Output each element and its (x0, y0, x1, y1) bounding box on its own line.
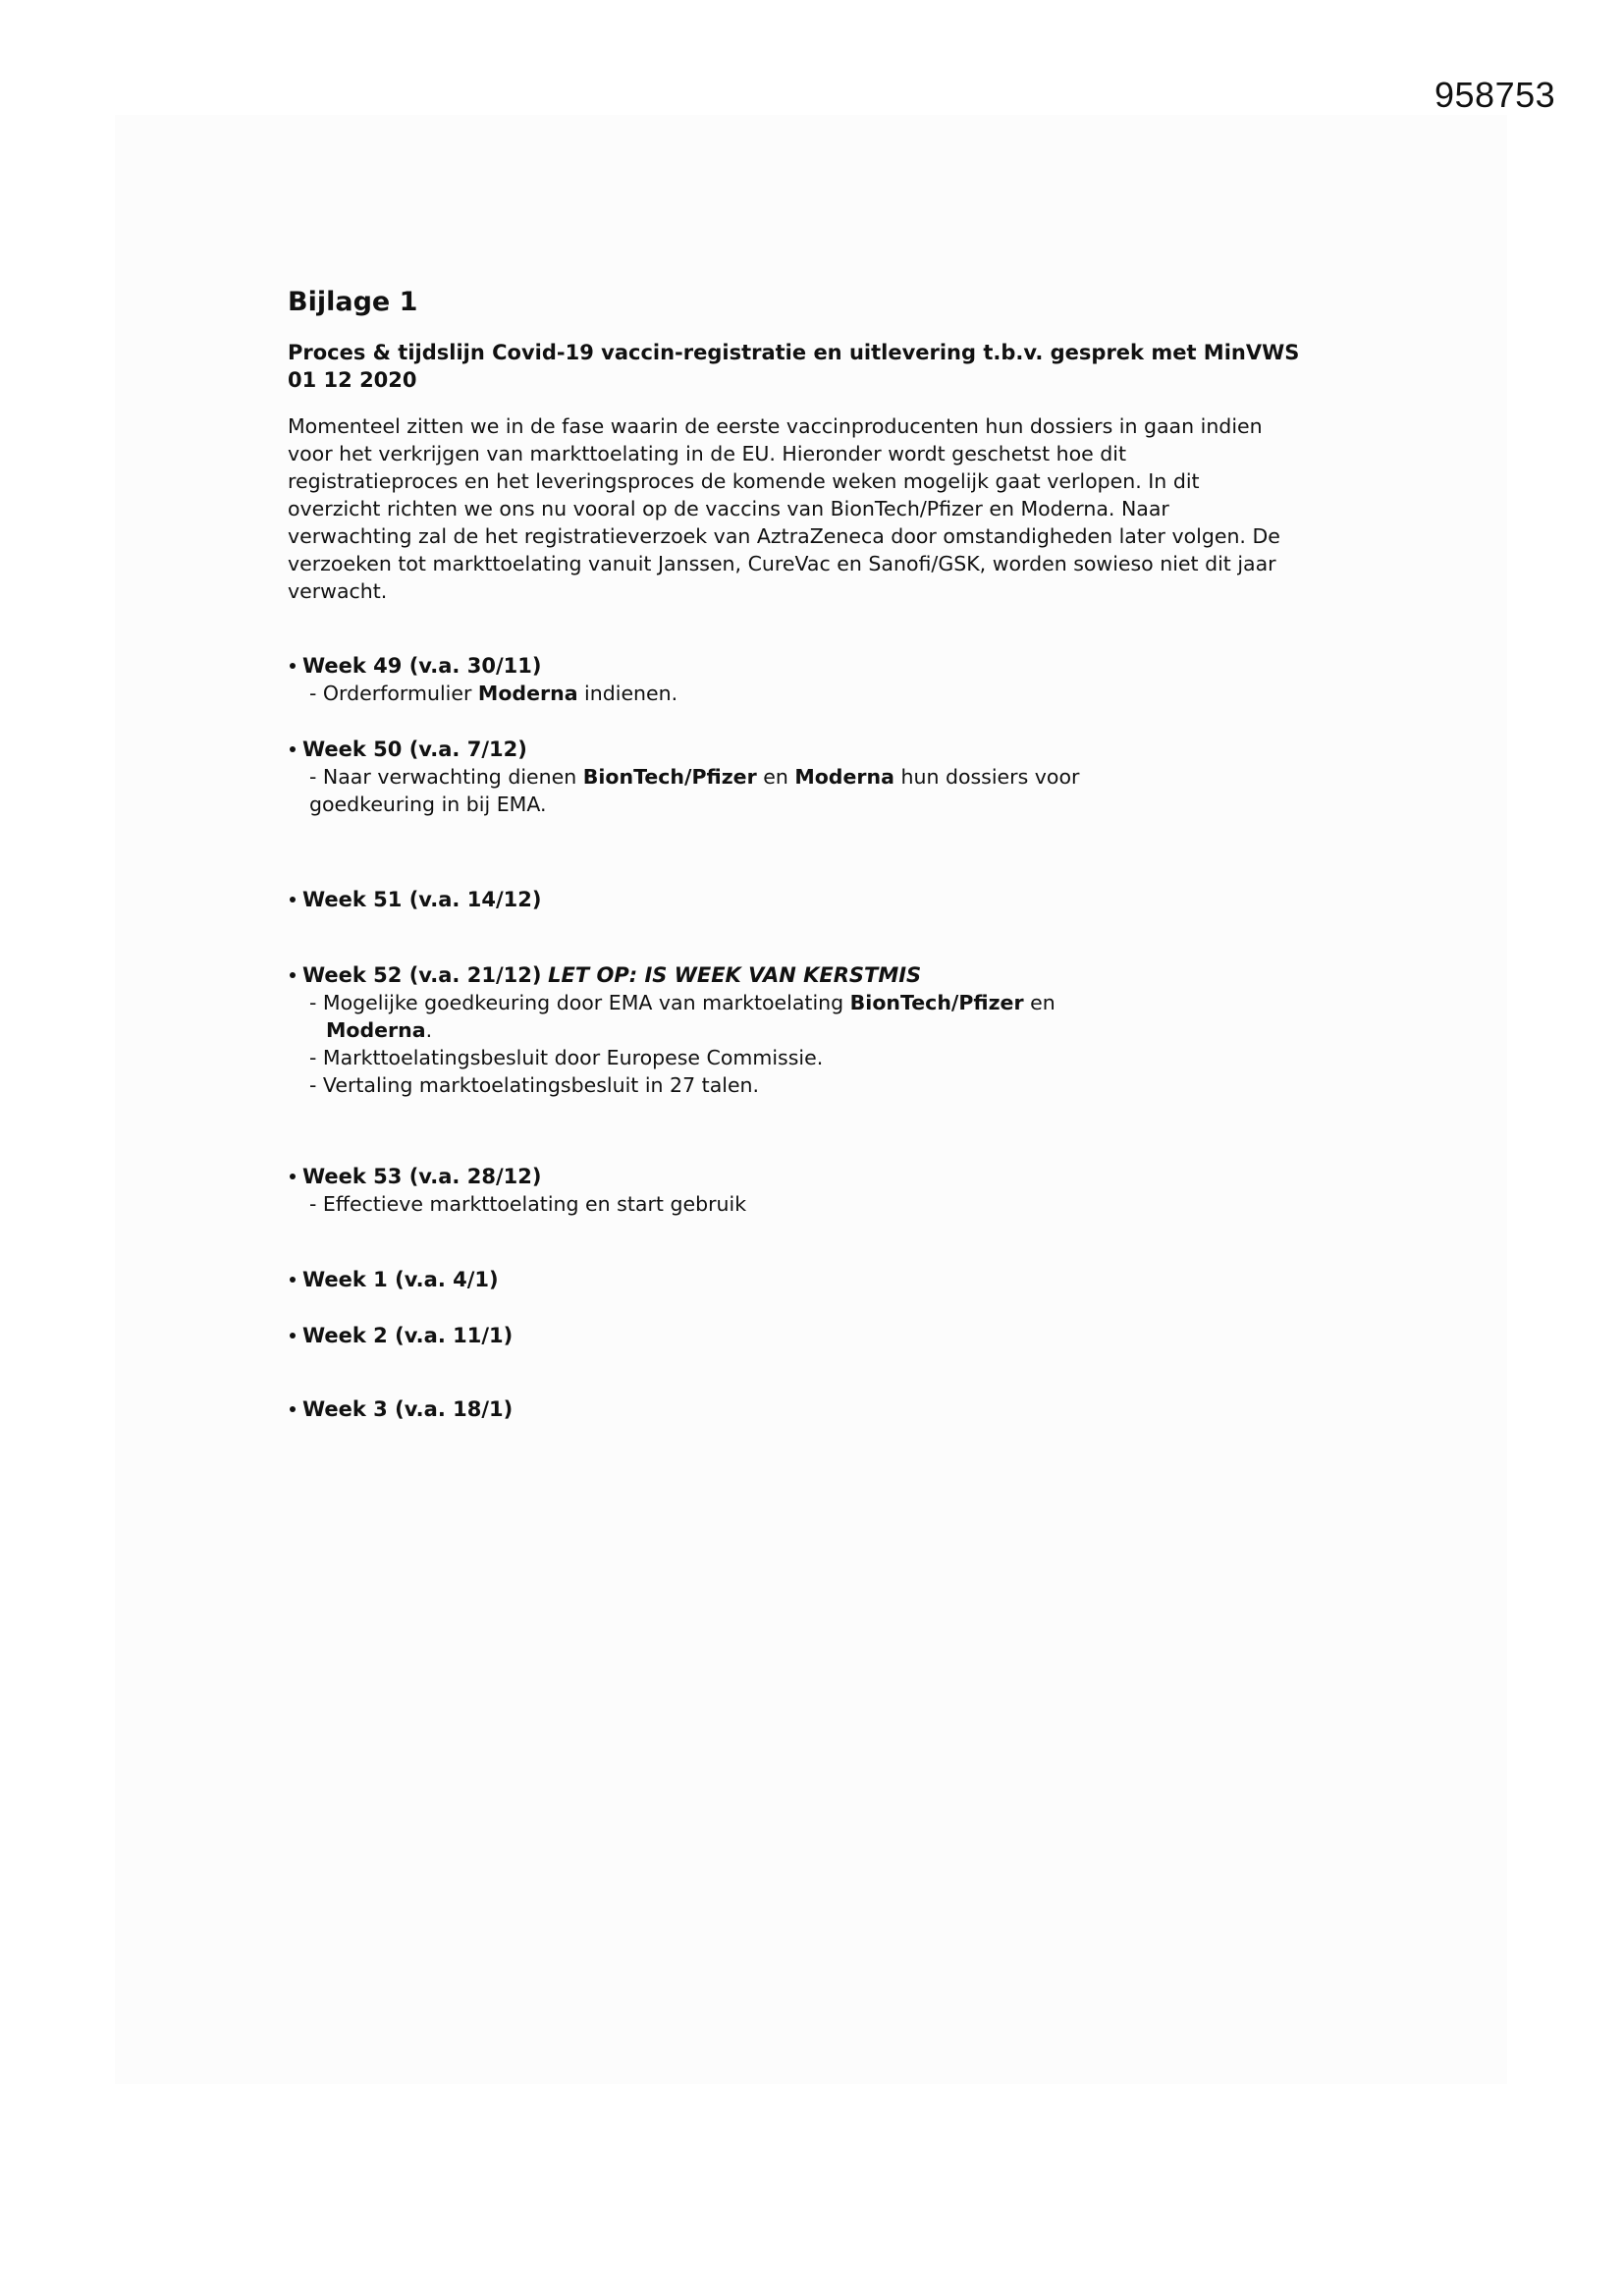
week-subitem-continuation: goedkeuring in bij EMA. (309, 793, 547, 816)
bullet-icon (290, 1333, 296, 1339)
week-title: Week 2 (v.a. 11/1) (302, 1324, 514, 1347)
bullet-icon (290, 972, 296, 978)
week-52-item (288, 961, 1056, 1099)
intro-line: verwachting zal de het registratieverzoek van AztraZeneca door omstandigheden later volgen. De (288, 524, 1280, 548)
intro-line: Momenteel zitten we in de fase waarin de eerste vaccinproducenten hun dossiers in gaan indien (288, 414, 1263, 438)
week-subitem: - Orderformulier Moderna indienen. (309, 682, 678, 705)
week-2-item (288, 1322, 513, 1349)
intro-line: verzoeken tot markttoelating vanuit Janssen, CureVac en Sanofi/GSK, worden sowieso niet dit jaar (288, 552, 1276, 575)
bullet-icon (290, 1277, 296, 1283)
week-subitem: - Vertaling marktoelatingsbesluit in 27 talen. (309, 1073, 760, 1097)
bullet-icon (290, 897, 296, 902)
intro-line: voor het verkrijgen van markttoelating in de EU. Hieronder wordt geschetst hoe dit (288, 442, 1127, 465)
christmas-note: LET OP: IS WEEK VAN KERSTMIS (548, 963, 922, 987)
bullet-icon (290, 746, 296, 752)
intro-line: verwacht. (288, 579, 388, 603)
week-3-item (288, 1395, 513, 1423)
heading-bijlage: Bijlage 1 (288, 287, 418, 317)
week-49-item (288, 652, 677, 707)
week-50-item (288, 736, 1079, 818)
week-title: Week 50 (v.a. 7/12) (302, 738, 527, 761)
week-1-item (288, 1266, 499, 1293)
week-subitem: - Mogelijke goedkeuring door EMA van marktoelating BionTech/Pfizer en (309, 991, 1056, 1014)
week-subitem: - Markttoelatingsbesluit door Europese Commissie. (309, 1046, 824, 1069)
week-title: Week 52 (v.a. 21/12) (302, 963, 542, 987)
intro-line: registratieproces en het leveringsproces de komende weken mogelijk gaat verlopen. In dit (288, 469, 1200, 493)
bullet-icon (290, 1174, 296, 1179)
week-title: Week 53 (v.a. 28/12) (302, 1165, 542, 1188)
week-title: Week 51 (v.a. 14/12) (302, 888, 542, 911)
week-subitem: - Effectieve markttoelating en start gebruik (309, 1192, 747, 1216)
document-id: 958753 (1435, 75, 1556, 115)
week-subitem-continuation: Moderna. (326, 1018, 433, 1042)
week-subitem: - Naar verwachting dienen BionTech/Pfizer en Moderna hun dossiers voor (309, 765, 1080, 789)
week-title: Week 49 (v.a. 30/11) (302, 654, 542, 678)
subtitle-date: 01 12 2020 (288, 368, 417, 392)
bullet-icon (290, 1406, 296, 1412)
week-title: Week 3 (v.a. 18/1) (302, 1397, 514, 1421)
week-title: Week 1 (v.a. 4/1) (302, 1268, 499, 1291)
intro-paragraph (288, 412, 1280, 605)
week-53-item (288, 1163, 746, 1218)
subtitle-line-1: Proces & tijdslijn Covid-19 vaccin-registratie en uitlevering t.b.v. gesprek met MinVWS (288, 341, 1300, 364)
intro-line: overzicht richten we ons nu vooral op de vaccins van BionTech/Pfizer en Moderna. Naar (288, 497, 1169, 520)
bullet-icon (290, 663, 296, 669)
document-subtitle (288, 339, 1299, 394)
week-51-item (288, 886, 541, 913)
page-background (115, 115, 1507, 2084)
